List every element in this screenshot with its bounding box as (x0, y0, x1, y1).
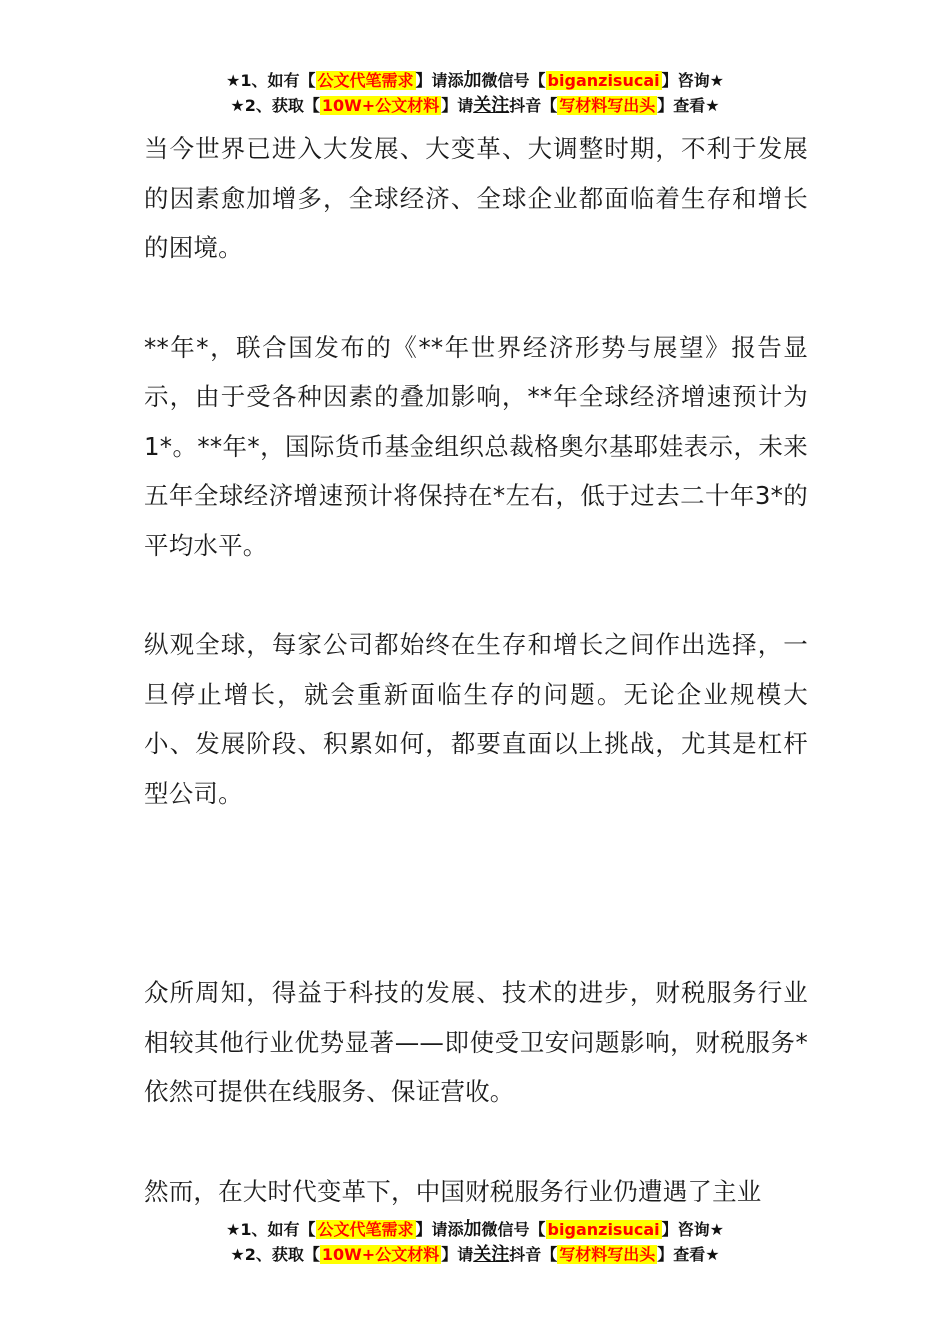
banner-highlight: 公文代笔需求 (317, 1220, 414, 1239)
banner-text: ★1、如有【 (226, 1220, 316, 1239)
banner-wechat-id: biganzisucai (547, 1220, 660, 1239)
paragraph-gap (144, 1117, 808, 1167)
banner-text: 】查看★ (657, 96, 720, 115)
paragraph: 众所周知，得益于科技的发展、技术的进步，财税服务行业相较其他行业优势显著——即使受卫安问题影响，财税服务*依然可提供在线服务、保证营收。 (144, 978, 808, 1106)
banner-text: 】请 (441, 1245, 474, 1264)
paragraph-gap (144, 570, 808, 620)
banner-text: 抖音【 (509, 96, 558, 115)
banner-line-1 (0, 1217, 950, 1242)
header-banner (0, 68, 950, 118)
banner-text: 抖音【 (509, 1245, 558, 1264)
paragraph: 然而，在大时代变革下，中国财税服务行业仍遭遇了主业 (144, 1176, 762, 1206)
footer-banner (0, 1217, 950, 1267)
paragraph-gap (144, 273, 808, 323)
paragraph: 当今世界已进入大发展、大变革、大调整时期，不利于发展的因素愈加增多，全球经济、全球企业都面临着生存和增长的困境。 (144, 134, 808, 262)
banner-emphasis: 关注 (473, 1244, 510, 1265)
banner-emphasis: 加 (463, 1219, 482, 1240)
banner-text: ★2、获取【 (230, 96, 320, 115)
banner-text: 】咨询★ (661, 71, 724, 90)
banner-text: 】请添 (415, 71, 464, 90)
banner-line-2 (0, 93, 950, 118)
document-body (144, 124, 808, 1216)
banner-wechat-id: biganzisucai (547, 71, 660, 90)
banner-emphasis: 加 (463, 70, 482, 91)
banner-text: 】请添 (415, 1220, 464, 1239)
banner-text: 微信号【 (481, 71, 546, 90)
paragraph: 纵观全球，每家公司都始终在生存和增长之间作出选择，一旦停止增长，就会重新面临生存的问题。无论企业规模大小、发展阶段、积累如何，都要直面以上挑战，尤其是杠杆型公司。 (144, 630, 808, 808)
banner-douyin-id: 写材料写出头 (559, 1245, 656, 1264)
banner-highlight: 10W+公文材料 (321, 1245, 440, 1264)
banner-text: 微信号【 (481, 1220, 546, 1239)
banner-text: ★1、如有【 (226, 71, 316, 90)
paragraph-gap (144, 818, 808, 968)
banner-text: 】请 (441, 96, 474, 115)
banner-text: 】查看★ (657, 1245, 720, 1264)
banner-douyin-id: 写材料写出头 (559, 96, 656, 115)
banner-highlight: 公文代笔需求 (317, 71, 414, 90)
banner-line-2 (0, 1242, 950, 1267)
banner-text: ★2、获取【 (230, 1245, 320, 1264)
banner-text: 】咨询★ (661, 1220, 724, 1239)
banner-emphasis: 关注 (473, 95, 510, 116)
banner-highlight: 10W+公文材料 (321, 96, 440, 115)
paragraph: **年*，联合国发布的《**年世界经济形势与展望》报告显示，由于受各种因素的叠加影响，**年全球经济增速预计为1*。**年*，国际货币基金组织总裁格奥尔基耶娃表示，未来五年全球经济增速预计将保持在*左右，低于过去二十年3*的平均水平。 (144, 332, 808, 560)
banner-line-1 (0, 68, 950, 93)
